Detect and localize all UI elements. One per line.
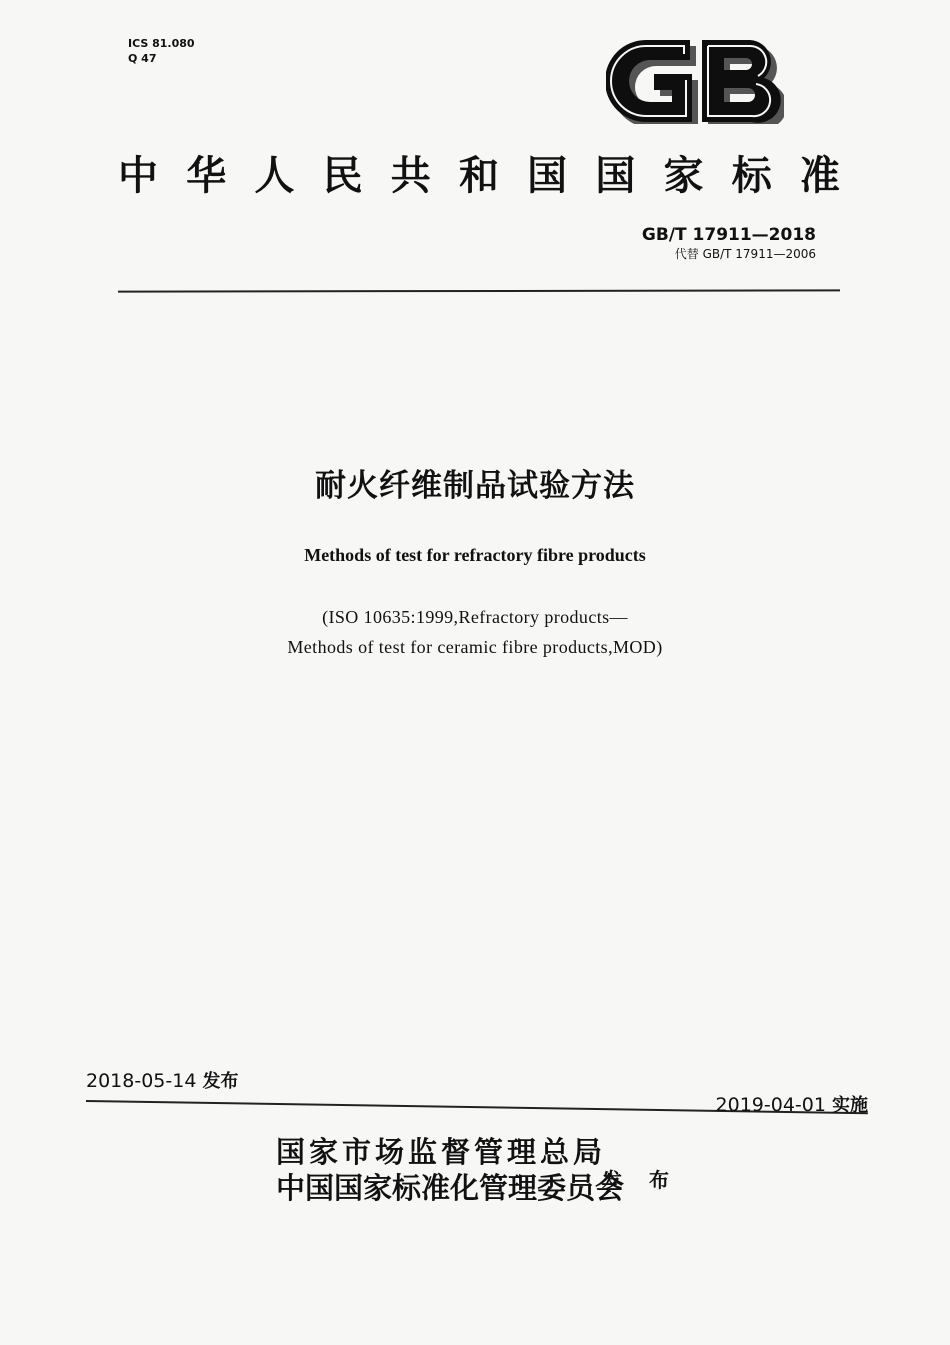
- title-char: 和: [458, 153, 499, 199]
- publishers: [276, 1134, 624, 1206]
- title-char: 中: [118, 153, 158, 199]
- issue-date: 2018-05-14: [86, 1070, 197, 1092]
- publisher-2: 中国国家标准化管理委员会: [276, 1171, 625, 1205]
- implementation-label: 实施: [832, 1095, 868, 1116]
- standard-number-block: [642, 224, 816, 262]
- title-char: 准: [799, 153, 840, 199]
- issue-label: 发布: [202, 1071, 239, 1092]
- iso-reference: [0, 602, 950, 662]
- title-char: 民: [322, 153, 363, 199]
- implementation-date-block: [716, 1092, 868, 1119]
- ics-code: ICS 81.080: [128, 37, 195, 50]
- standard-number: GB/T 17911—2018: [641, 225, 816, 245]
- ccs-code: Q 47: [128, 52, 157, 65]
- publisher-1: 国家市场监督管理总局: [276, 1135, 607, 1169]
- title-char: 家: [663, 153, 704, 199]
- classification-codes: [128, 36, 195, 66]
- iso-reference-line1: (ISO 10635:1999,Refractory products—: [322, 607, 628, 627]
- title-char: 人: [254, 153, 295, 199]
- gb-logo: [606, 38, 784, 124]
- english-title: Methods of test for refractory fibre products: [304, 545, 646, 565]
- title-char: 华: [186, 153, 227, 199]
- top-divider: [118, 289, 840, 292]
- title-char: 标: [731, 153, 772, 199]
- gb-logo-text: GB: [606, 38, 608, 39]
- publish-label: 发 布: [602, 1168, 679, 1192]
- iso-reference-line2: Methods of test for ceramic fibre products,MOD): [287, 637, 663, 657]
- replaces-standard: 代替 GB/T 17911—2006: [674, 247, 816, 261]
- issue-date-block: [86, 1068, 238, 1095]
- chinese-title: 耐火纤维制品试验方法: [315, 468, 635, 504]
- title-char: 国: [595, 153, 636, 199]
- title-char: 国: [527, 153, 568, 199]
- title-char: 共: [390, 153, 431, 199]
- national-standard-title: [118, 150, 840, 202]
- implementation-date: 2019-04-01: [715, 1094, 826, 1116]
